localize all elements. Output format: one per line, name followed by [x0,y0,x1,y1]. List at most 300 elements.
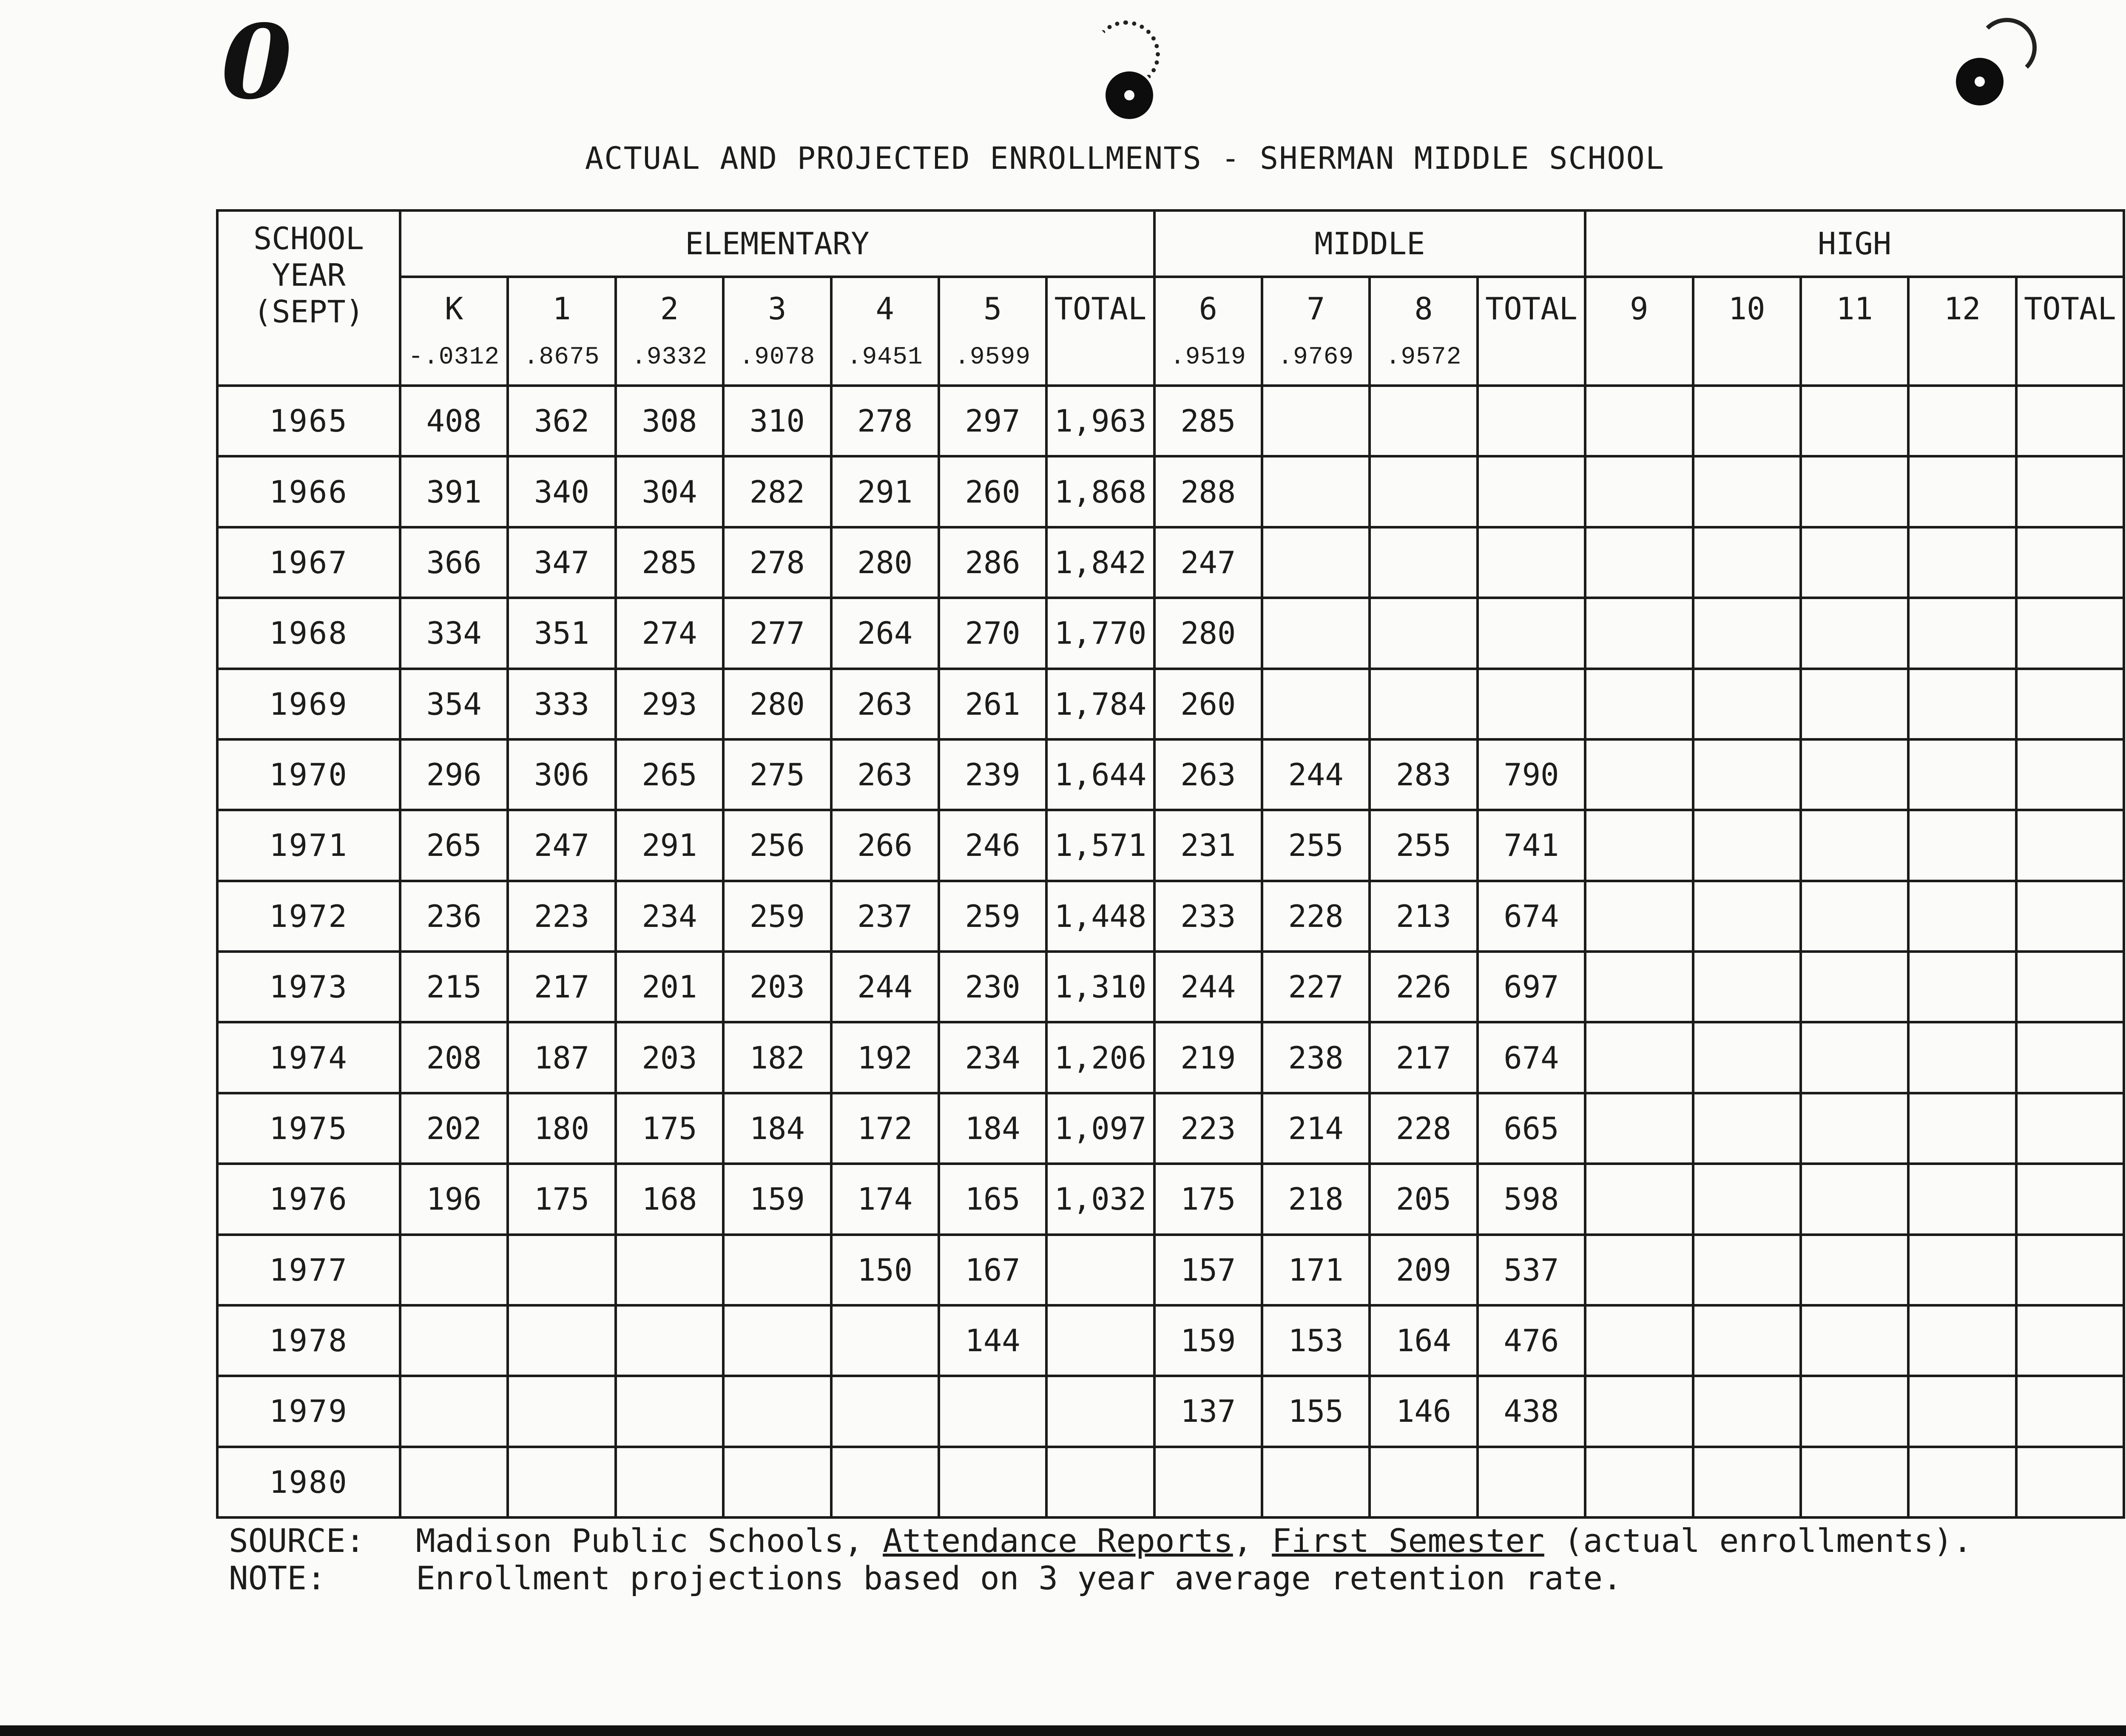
punch-hole [1106,71,1153,119]
retention-rate: .9078 [739,344,816,371]
column-header [723,277,831,386]
enrollment-cell: 1,032 [1046,1164,1154,1234]
table-row [217,456,2124,527]
column-header [2016,277,2124,386]
enrollment-cell [2016,1447,2124,1517]
enrollment-cell [1801,739,1908,810]
enrollment-cell: 1,644 [1046,739,1154,810]
enrollment-cell: 1,097 [1046,1093,1154,1164]
enrollment-cell: 255 [1262,810,1370,881]
enrollment-cell: 153 [1262,1305,1370,1376]
enrollment-cell: 1,310 [1046,952,1154,1022]
enrollment-cell [2016,456,2124,527]
enrollment-cell: 438 [1478,1376,1585,1446]
enrollment-cell [1908,1164,2016,1234]
enrollment-cell: 286 [939,527,1046,598]
projection-note [229,1560,1973,1597]
enrollment-cell [939,1376,1046,1446]
year-cell: 1971 [217,810,400,881]
column-header [400,277,508,386]
enrollment-cell [831,1447,939,1517]
school-year-header-line: SCHOOL [253,221,364,256]
column-label: 9 [1630,291,1649,327]
table-row [217,598,2124,668]
enrollment-cell: 296 [400,739,508,810]
enrollment-cell [1908,386,2016,456]
enrollment-cell [508,1235,615,1305]
enrollment-cell [1801,1305,1908,1376]
source-separator: , [1233,1522,1272,1560]
enrollment-cell: 244 [1262,739,1370,810]
enrollment-cell [1585,1447,1693,1517]
group-header-high: HIGH [1585,210,2124,277]
enrollment-cell [1585,1235,1693,1305]
enrollment-cell [1370,1447,1477,1517]
enrollment-cell: 165 [939,1164,1046,1234]
enrollment-cell: 391 [400,456,508,527]
enrollment-cell [723,1305,831,1376]
enrollment-cell [1693,1164,1801,1234]
enrollment-cell: 280 [723,669,831,739]
enrollment-cell: 159 [1154,1305,1262,1376]
enrollment-cell [508,1447,615,1517]
column-header [1370,277,1477,386]
group-header-row [217,210,2124,277]
enrollment-cell: 476 [1478,1305,1585,1376]
enrollment-cell [1046,1235,1154,1305]
enrollment-cell: 674 [1478,1022,1585,1093]
enrollment-table [216,209,2125,1519]
enrollment-cell: 218 [1262,1164,1370,1234]
year-cell: 1968 [217,598,400,668]
enrollment-cell [1801,598,1908,668]
enrollment-cell [1908,456,2016,527]
enrollment-cell: 175 [616,1093,723,1164]
enrollment-cell: 288 [1154,456,1262,527]
enrollment-cell: 239 [939,739,1046,810]
enrollment-cell: 340 [508,456,615,527]
column-header [1801,277,1908,386]
enrollment-cell [1585,881,1693,952]
year-cell: 1975 [217,1093,400,1164]
year-cell: 1977 [217,1235,400,1305]
enrollment-cell [1693,1093,1801,1164]
column-label: TOTAL [1485,291,1577,327]
enrollment-cell [2016,386,2124,456]
enrollment-cell: 278 [723,527,831,598]
column-label: 6 [1199,291,1217,327]
enrollment-cell: 347 [508,527,615,598]
enrollment-cell [1585,1093,1693,1164]
enrollment-cell: 203 [616,1022,723,1093]
enrollment-cell [1908,527,2016,598]
enrollment-cell [1908,881,2016,952]
column-label: 7 [1307,291,1325,327]
retention-rate: -.0312 [408,344,500,371]
enrollment-cell: 217 [1370,1022,1477,1093]
enrollment-cell [1801,1235,1908,1305]
enrollment-cell [1370,386,1477,456]
table-row [217,386,2124,456]
enrollment-cell: 263 [831,739,939,810]
enrollment-cell: 306 [508,739,615,810]
enrollment-cell [1585,739,1693,810]
column-header [1478,277,1585,386]
year-cell: 1974 [217,1022,400,1093]
enrollment-cell: 209 [1370,1235,1477,1305]
enrollment-cell: 366 [400,527,508,598]
source-note [229,1522,1973,1560]
column-header [1693,277,1801,386]
enrollment-cell [1478,669,1585,739]
year-cell: 1979 [217,1376,400,1446]
table-row [217,1376,2124,1446]
enrollment-cell [1585,1376,1693,1446]
enrollment-cell [508,1376,615,1446]
source-publisher: Madison Public Schools, [416,1522,883,1560]
column-label: 11 [1836,291,1873,327]
enrollment-cell: 144 [939,1305,1046,1376]
enrollment-cell [1801,1164,1908,1234]
enrollment-cell [1370,598,1477,668]
enrollment-cell [1801,1022,1908,1093]
enrollment-cell: 182 [723,1022,831,1093]
enrollment-cell: 234 [939,1022,1046,1093]
column-header [1585,277,1693,386]
enrollment-cell: 310 [723,386,831,456]
enrollment-cell [1478,527,1585,598]
enrollment-cell: 261 [939,669,1046,739]
enrollment-cell: 333 [508,669,615,739]
enrollment-cell: 275 [723,739,831,810]
enrollment-cell: 291 [831,456,939,527]
enrollment-cell: 247 [508,810,615,881]
enrollment-cell: 150 [831,1235,939,1305]
corner-handwritten-mark: 0 [221,2,292,122]
enrollment-cell [508,1305,615,1376]
enrollment-cell: 270 [939,598,1046,668]
enrollment-cell: 184 [939,1093,1046,1164]
enrollment-cell: 219 [1154,1022,1262,1093]
enrollment-cell [1693,386,1801,456]
enrollment-cell [400,1376,508,1446]
enrollment-cell: 260 [939,456,1046,527]
enrollment-cell: 223 [508,881,615,952]
enrollment-cell [1370,527,1477,598]
enrollment-cell: 137 [1154,1376,1262,1446]
enrollment-cell: 362 [508,386,615,456]
enrollment-cell [1693,952,1801,1022]
enrollment-cell [2016,881,2124,952]
enrollment-cell [1693,669,1801,739]
column-header [1154,277,1262,386]
enrollment-cell [616,1376,723,1446]
table-row [217,1093,2124,1164]
footnotes [229,1522,1973,1597]
enrollment-cell: 237 [831,881,939,952]
table-row [217,669,2124,739]
enrollment-cell: 205 [1370,1164,1477,1234]
enrollment-cell [1478,1447,1585,1517]
enrollment-cell [1801,881,1908,952]
enrollment-cell [2016,598,2124,668]
enrollment-cell [1478,386,1585,456]
enrollment-cell: 226 [1370,952,1477,1022]
enrollment-cell: 214 [1262,1093,1370,1164]
enrollment-cell: 196 [400,1164,508,1234]
enrollment-cell: 259 [723,881,831,952]
enrollment-cell [1585,1164,1693,1234]
enrollment-cell: 231 [1154,810,1262,881]
year-cell: 1976 [217,1164,400,1234]
enrollment-cell [1801,456,1908,527]
enrollment-cell [1801,1376,1908,1446]
enrollment-cell [1801,810,1908,881]
enrollment-cell [831,1305,939,1376]
enrollment-cell [1154,1447,1262,1517]
enrollment-cell [1801,952,1908,1022]
column-label: 8 [1414,291,1433,327]
column-label: 1 [552,291,571,327]
source-text [416,1522,1973,1560]
enrollment-cell: 293 [616,669,723,739]
enrollment-cell [1801,1093,1908,1164]
enrollment-cell: 665 [1478,1093,1585,1164]
enrollment-cell [1585,598,1693,668]
enrollment-cell: 264 [831,598,939,668]
enrollment-cell: 1,963 [1046,386,1154,456]
enrollment-cell: 259 [939,881,1046,952]
enrollment-cell [2016,669,2124,739]
enrollment-cell: 598 [1478,1164,1585,1234]
column-header [1262,277,1370,386]
enrollment-cell [1370,669,1477,739]
source-title-semester: First Semester [1272,1522,1544,1560]
enrollment-cell [1693,1447,1801,1517]
enrollment-cell: 280 [1154,598,1262,668]
column-label: TOTAL [1054,291,1147,327]
enrollment-cell: 1,868 [1046,456,1154,527]
retention-rate: .8675 [523,344,600,371]
enrollment-cell [400,1447,508,1517]
scan-edge [0,1725,2126,1736]
enrollment-cell [723,1235,831,1305]
enrollment-cell [1585,810,1693,881]
enrollment-cell: 164 [1370,1305,1477,1376]
enrollment-cell [1585,952,1693,1022]
source-label: SOURCE: [229,1522,365,1560]
enrollment-cell: 285 [1154,386,1262,456]
enrollment-cell [1908,669,2016,739]
column-label: 3 [768,291,787,327]
enrollment-cell: 203 [723,952,831,1022]
enrollment-cell: 215 [400,952,508,1022]
retention-rate: .9451 [847,344,923,371]
enrollment-cell: 171 [1262,1235,1370,1305]
enrollment-cell [1478,456,1585,527]
retention-rate: .9769 [1278,344,1354,371]
enrollment-cell [1693,881,1801,952]
enrollment-cell: 1,842 [1046,527,1154,598]
enrollment-cell [1908,1305,2016,1376]
enrollment-cell: 155 [1262,1376,1370,1446]
enrollment-cell [2016,1305,2124,1376]
enrollment-cell: 228 [1370,1093,1477,1164]
column-label: TOTAL [2024,291,2116,327]
enrollment-cell [1908,739,2016,810]
column-header-row [217,277,2124,386]
enrollment-cell: 354 [400,669,508,739]
table-body [217,386,2124,1517]
enrollment-cell [831,1376,939,1446]
enrollment-cell: 208 [400,1022,508,1093]
source-title-reports: Attendance Reports [883,1522,1233,1560]
enrollment-cell [1585,527,1693,598]
enrollment-cell [2016,1022,2124,1093]
enrollment-cell: 192 [831,1022,939,1093]
enrollment-cell [1801,1447,1908,1517]
table-row [217,1447,2124,1517]
enrollment-cell [1801,527,1908,598]
punch-hole [1956,58,2004,105]
enrollment-cell: 334 [400,598,508,668]
enrollment-cell [400,1235,508,1305]
year-cell: 1973 [217,952,400,1022]
enrollment-cell: 236 [400,881,508,952]
enrollment-cell [1693,598,1801,668]
enrollment-cell [1585,1022,1693,1093]
enrollment-cell [1262,669,1370,739]
enrollment-cell [1801,669,1908,739]
retention-rate: .9599 [955,344,1031,371]
enrollment-cell: 233 [1154,881,1262,952]
enrollment-cell [1693,527,1801,598]
enrollment-cell: 159 [723,1164,831,1234]
enrollment-cell: 285 [616,527,723,598]
enrollment-cell: 187 [508,1022,615,1093]
enrollment-cell: 247 [1154,527,1262,598]
group-header-elementary: ELEMENTARY [400,210,1154,277]
enrollment-cell: 790 [1478,739,1585,810]
enrollment-cell [1693,810,1801,881]
enrollment-cell: 175 [1154,1164,1262,1234]
enrollment-cell: 255 [1370,810,1477,881]
enrollment-cell: 266 [831,810,939,881]
enrollment-cell [1908,1022,2016,1093]
enrollment-cell: 244 [1154,952,1262,1022]
enrollment-cell: 263 [1154,739,1262,810]
group-header-middle: MIDDLE [1154,210,1586,277]
enrollment-cell: 1,770 [1046,598,1154,668]
note-label: NOTE: [229,1559,326,1597]
column-label: K [445,291,463,327]
enrollment-cell: 1,571 [1046,810,1154,881]
enrollment-cell: 280 [831,527,939,598]
enrollment-cell [1585,669,1693,739]
enrollment-cell [939,1447,1046,1517]
enrollment-cell [2016,1164,2124,1234]
enrollment-cell [616,1305,723,1376]
enrollment-cell: 202 [400,1093,508,1164]
table-row [217,1164,2124,1234]
year-cell: 1978 [217,1305,400,1376]
enrollment-cell: 157 [1154,1235,1262,1305]
column-header [616,277,723,386]
year-cell: 1965 [217,386,400,456]
enrollment-cell [1908,952,2016,1022]
enrollment-cell [723,1447,831,1517]
table-row [217,810,2124,881]
enrollment-cell: 227 [1262,952,1370,1022]
school-year-header-line: (SEPT) [253,294,364,330]
enrollment-cell [2016,1376,2124,1446]
table-row [217,881,2124,952]
note-text: Enrollment projections based on 3 year average retention rate. [416,1559,1622,1597]
enrollment-cell: 167 [939,1235,1046,1305]
column-header [508,277,615,386]
enrollment-cell [2016,527,2124,598]
enrollment-cell: 230 [939,952,1046,1022]
enrollment-cell [1908,1447,2016,1517]
enrollment-cell: 168 [616,1164,723,1234]
enrollment-cell [1585,456,1693,527]
table-row [217,739,2124,810]
table-row [217,1235,2124,1305]
column-header [1908,277,2016,386]
enrollment-cell [2016,952,2124,1022]
year-cell: 1972 [217,881,400,952]
column-header [1046,277,1154,386]
enrollment-cell: 201 [616,952,723,1022]
table-row [217,952,2124,1022]
year-cell: 1980 [217,1447,400,1517]
page-title: ACTUAL AND PROJECTED ENROLLMENTS - SHERMAN MIDDLE SCHOOL [585,140,1665,176]
enrollment-cell [1908,598,2016,668]
enrollment-cell [616,1235,723,1305]
enrollment-cell [1693,456,1801,527]
table-row [217,527,2124,598]
enrollment-cell: 408 [400,386,508,456]
enrollment-cell: 265 [616,739,723,810]
column-label: 4 [875,291,894,327]
enrollment-cell: 674 [1478,881,1585,952]
enrollment-cell: 741 [1478,810,1585,881]
enrollment-cell [616,1447,723,1517]
enrollment-cell [1046,1447,1154,1517]
table-row [217,1022,2124,1093]
enrollment-cell [1046,1305,1154,1376]
year-cell: 1969 [217,669,400,739]
enrollment-cell: 291 [616,810,723,881]
enrollment-cell: 174 [831,1164,939,1234]
year-cell: 1967 [217,527,400,598]
column-label: 2 [660,291,679,327]
enrollment-cell: 175 [508,1164,615,1234]
enrollment-cell: 263 [831,669,939,739]
enrollment-cell: 304 [616,456,723,527]
school-year-header-line: YEAR [272,257,346,293]
year-cell: 1970 [217,739,400,810]
enrollment-cell [1262,527,1370,598]
enrollment-cell [1693,1305,1801,1376]
enrollment-cell: 277 [723,598,831,668]
enrollment-cell [2016,1093,2124,1164]
year-cell: 1966 [217,456,400,527]
enrollment-cell [1046,1376,1154,1446]
enrollment-cell [1801,386,1908,456]
school-year-header [217,210,400,386]
enrollment-cell: 282 [723,456,831,527]
